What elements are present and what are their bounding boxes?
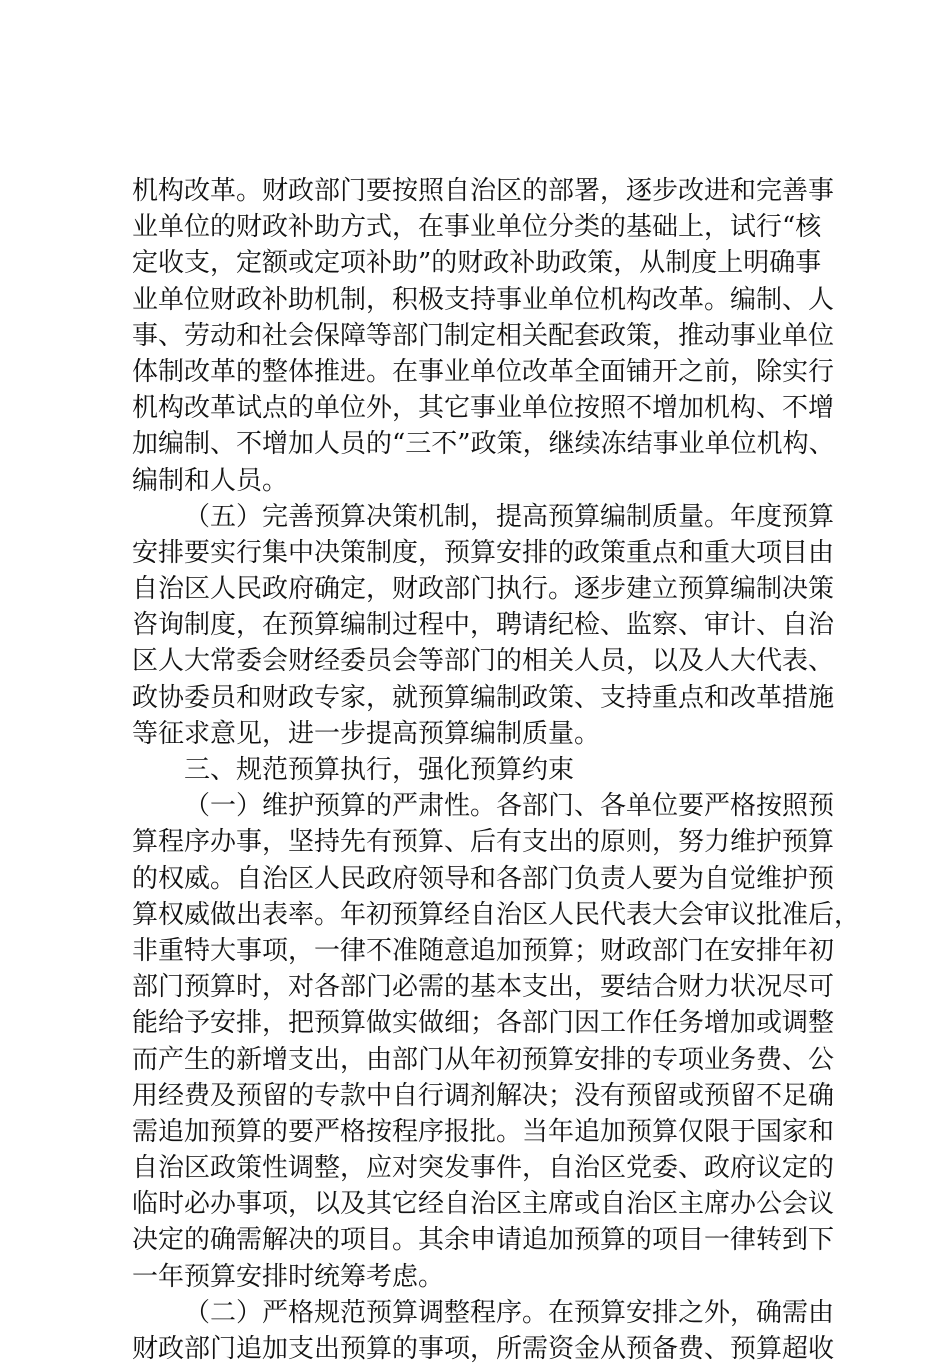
text-line: 一年预算安排时统筹考虑。 [132, 1261, 445, 1292]
text-line: 区人大常委会财经委员会等部门的相关人员，以及人大代表、 [132, 646, 835, 677]
text-line: 政协委员和财政专家，就预算编制政策、支持重点和改革措施 [132, 682, 835, 713]
text-line: 业单位的财政补助方式，在事业单位分类的基础上，试行“核 [132, 212, 822, 243]
text-line: 咨询制度，在预算编制过程中，聘请纪检、监察、审计、自治 [132, 610, 835, 641]
text-line: 编制和人员。 [132, 465, 289, 496]
text-line: 事、劳动和社会保障等部门制定相关配套政策，推动事业单位 [132, 320, 835, 351]
text-line: 而产生的新增支出，由部门从年初预算安排的专项业务费、公 [132, 1044, 835, 1075]
text-line: 决定的确需解决的项目。其余申请追加预算的项目一律转到下 [132, 1225, 835, 1256]
section-heading-3: 三、规范预算执行，强化预算约束 [184, 755, 575, 785]
text-line: 需追加预算的要严格按程序报批。当年追加预算仅限于国家和 [132, 1116, 835, 1147]
text-line: 用经费及预留的专款中自行调剂解决；没有预留或预留不足确 [132, 1080, 835, 1111]
text-line: 机构改革试点的单位外，其它事业单位按照不增加机构、不增 [132, 393, 835, 424]
text-line: 的权威。自治区人民政府领导和各部门负责人要为自觉维护预 [132, 863, 835, 894]
text-line: 部门预算时，对各部门必需的基本支出，要结合财力状况尽可 [132, 972, 835, 1003]
text-line: 非重特大事项，一律不准随意追加预算；财政部门在安排年初 [132, 935, 835, 966]
text-line: 加编制、不增加人员的“三不”政策，继续冻结事业单位机构、 [132, 429, 835, 460]
text-line: 算权威做出表率。年初预算经自治区人民代表大会审议批准后， [132, 899, 861, 930]
text-line: 定收支，定额或定项补助”的财政补助政策，从制度上明确事 [132, 248, 822, 279]
paragraph-heading-2: （二）严格规范预算调整程序。在预算安排之外，确需由 [184, 1297, 835, 1328]
text-line: 机构改革。财政部门要按照自治区的部署，逐步改进和完善事 [132, 176, 835, 206]
text-line: 算程序办事，坚持先有预算、后有支出的原则，努力维护预算 [132, 827, 835, 858]
text-line: 等征求意见，进一步提高预算编制质量。 [132, 718, 601, 749]
text-line: 自治区政策性调整，应对突发事件，自治区党委、政府议定的 [132, 1153, 835, 1184]
text-line: 临时必办事项，以及其它经自治区主席或自治区主席办公会议 [132, 1189, 835, 1220]
text-line: 财政部门追加支出预算的事项，所需资金从预备费、预算超收 [132, 1334, 835, 1364]
document-body [132, 173, 861, 1367]
text-line: 业单位财政补助机制，积极支持事业单位机构改革。编制、人 [132, 284, 835, 315]
paragraph-heading-5: （五）完善预算决策机制，提高预算编制质量。年度预算 [184, 501, 835, 532]
text-line: 自治区人民政府确定，财政部门执行。逐步建立预算编制决策 [132, 574, 835, 605]
text-line: 体制改革的整体推进。在事业单位改革全面铺开之前，除实行 [132, 356, 835, 387]
text-line: 安排要实行集中决策制度，预算安排的政策重点和重大项目由 [132, 537, 835, 568]
paragraph-heading-1: （一）维护预算的严肃性。各部门、各单位要严格按照预 [184, 791, 835, 822]
text-line: 能给予安排，把预算做实做细；各部门因工作任务增加或调整 [132, 1008, 835, 1039]
